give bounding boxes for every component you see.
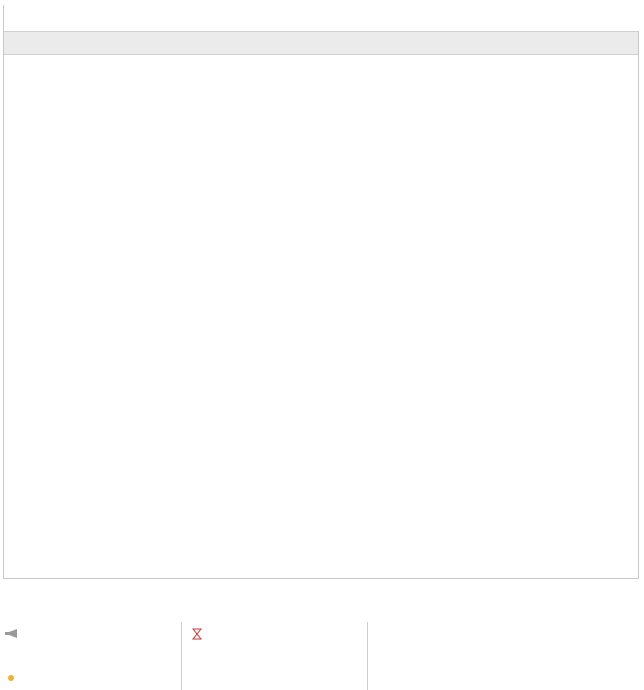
legend-update: [192, 626, 214, 640]
legend-low: [376, 626, 386, 640]
revised-dot-icon: [8, 675, 14, 681]
hourglass-icon: [192, 628, 202, 640]
legend-divider: [181, 622, 182, 690]
table-header: [4, 5, 640, 31]
legend-divider: [367, 622, 368, 690]
legend-preliminary: [8, 648, 20, 663]
megaphone-icon: [4, 628, 22, 639]
legend-medium: [376, 648, 386, 662]
calendar-table: [3, 5, 639, 579]
legend-high: [376, 670, 386, 684]
day-header: [4, 31, 638, 55]
legend-speech: [4, 626, 27, 640]
legend-revised: [8, 670, 28, 684]
